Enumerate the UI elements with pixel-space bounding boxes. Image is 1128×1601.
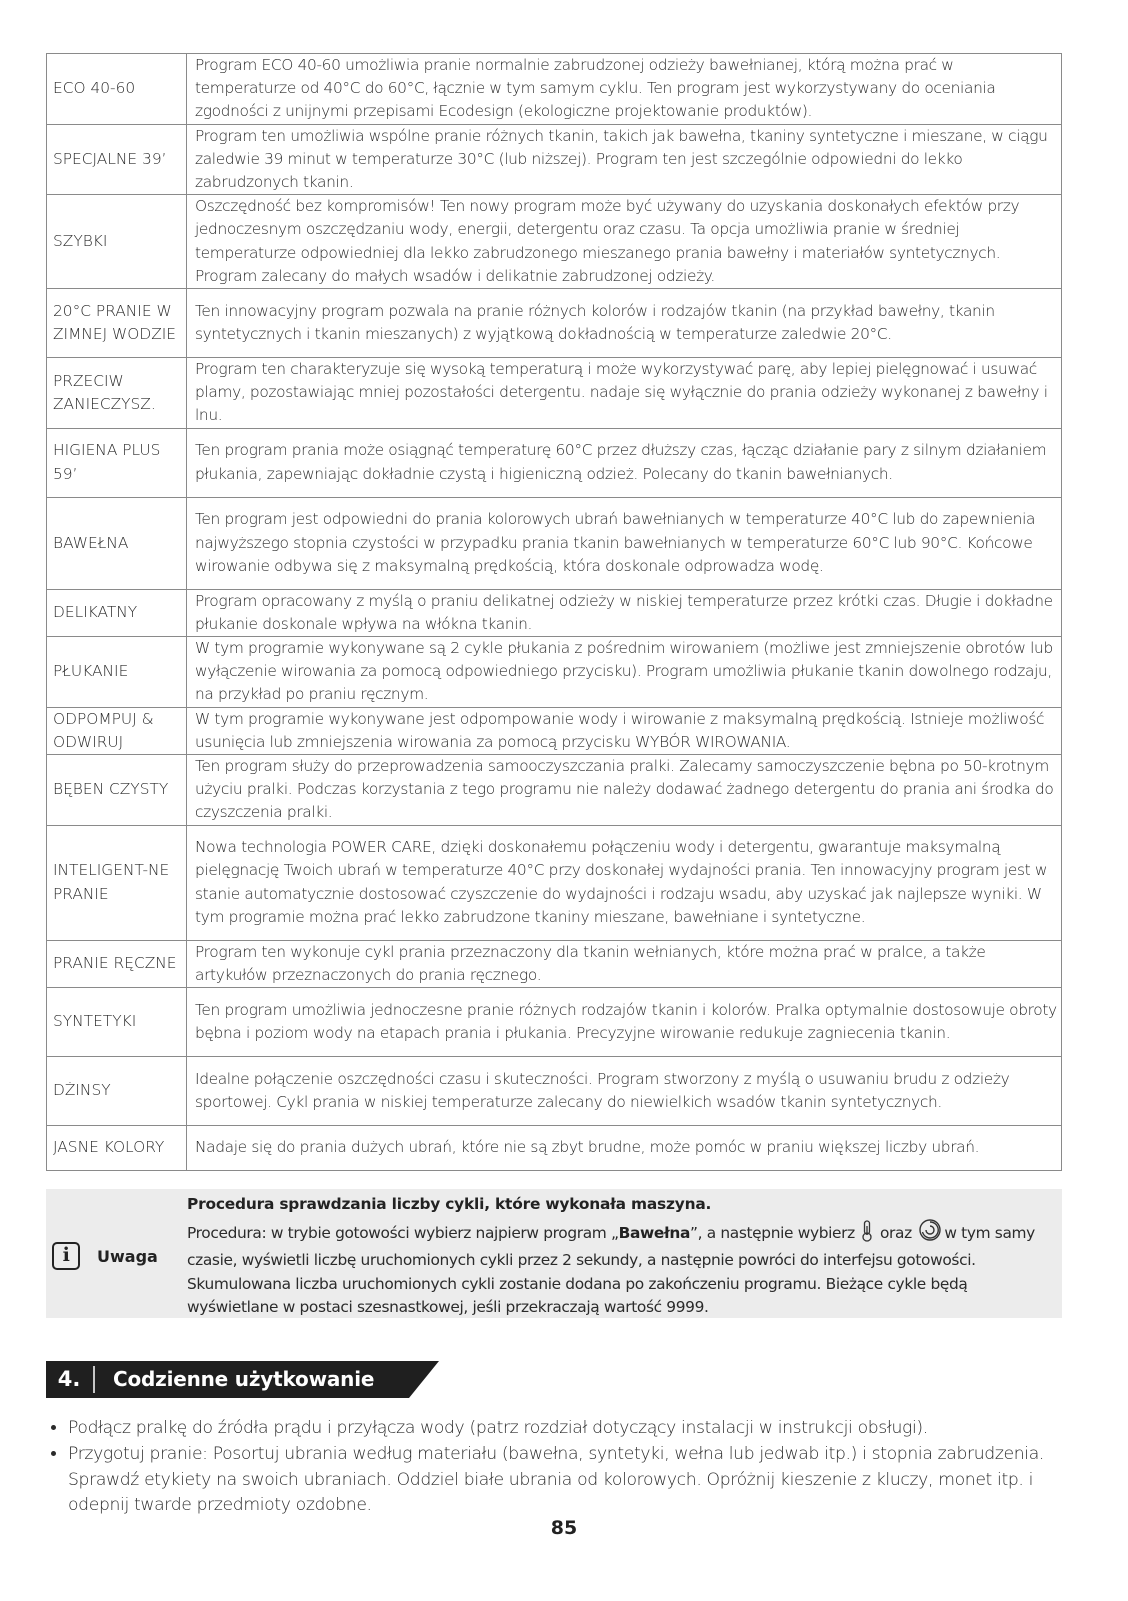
table-row [47,940,1062,987]
note-content [187,1193,1057,1319]
table-row [47,988,1062,1057]
program-description: W tym programie wykonywane są 2 cykle płukania z pośrednim wirowaniem (możliwe jest zmniejszenie obrotów lub wyłączenie wirowania za pomocą odpowiedniego przycisku). Program umożliwia płukanie tkanin dowolnego rodzaju, na przykład po praniu ręcznym. [187,637,1062,708]
table-row [47,707,1062,754]
program-name: BAWEŁNA [47,497,187,589]
program-description: Ten program prania może osiągnąć temperaturę 60°C przez dłuższy czas, łącząc działanie pary z silnym działaniem płukania, zapewniając dokładnie czystą i higieniczną odzież. Polecany do tkanin bawełnianych. [187,428,1062,497]
note-title: Procedura sprawdzania liczby cykli, które wykonała maszyna. [187,1195,712,1214]
program-description: Ten innowacyjny program pozwala na pranie różnych kolorów i rodzajów tkanin (na przykład bawełny, tkanin syntetycznych i tkanin mieszanych) z wyjątkową dokładnością w temperaturze zaledwie 20°C. [187,289,1062,358]
table-row [47,1126,1062,1171]
programs-table [46,53,1062,1171]
section-number: 4. [57,1367,81,1392]
program-description: Program ten wykonuje cykl prania przeznaczony dla tkanin wełnianych, które można prać w pralce, a także artykułów przeznaczonych do prania ręcznego. [187,940,1062,987]
section-title: Codzienne użytkowanie [113,1367,375,1392]
program-name: ECO 40-60 [47,54,187,125]
program-name: ODPOMPUJ & ODWIRUJ [47,707,187,754]
table-row [47,54,1062,125]
table-row [47,428,1062,497]
thermometer-icon [861,1220,873,1249]
section-header [46,1361,1062,1398]
program-name: SYNTETYKI [47,988,187,1057]
program-description: Nowa technologia POWER CARE, dzięki doskonałemu połączeniu wody i detergentu, gwarantuje maksymalną pielęgnację Twoich ubrań w temperaturze 40°C przy doskonałej wydajności prania. Ten innowacyjny program jest w stanie automatycznie dostosować czyszczenie do wydajności i rodzaju wsadu, aby uzyskać jak najlepsze wyniki. W tym programie można prać lekko zabrudzone tkaniny mieszane, bawełniane i syntetyczne. [187,825,1062,940]
program-description: W tym programie wykonywane jest odpompowanie wody i wirowanie z maksymalną prędkością. Istnieje możliwość usunięcia lub zmniejszenia wirowania za pomocą przycisku WYBÓR WIROWANIA. [187,707,1062,754]
program-description: Ten program służy do przeprowadzenia samooczyszczania pralki. Zalecamy samoczyszczenie bębna po 50-krotnym użyciu pralki. Podczas korzystania z tego programu nie należy dodawać żadnego detergentu do prania ani środka do czyszczenia pralki. [187,755,1062,826]
table-row [47,755,1062,826]
program-name: BĘBEN CZYSTY [47,755,187,826]
table-row [47,124,1062,195]
program-description: Ten program jest odpowiedni do prania kolorowych ubrań bawełnianych w temperaturze 40°C lub do zapewnienia najwyższego stopnia czystości w przypadku prania tkanin bawełnianych w temperaturze 60°C lub 90°C. Końcowe wirowanie odbywa się z maksymalną prędkością, która doskonale odprowadza wodę. [187,497,1062,589]
note-text-part: ”, a następnie wybierz [690,1224,855,1243]
list-item: • Przygotuj pranie: Posortuj ubrania według materiału (bawełna, syntetyki, wełna lub jedwab itp.) i stopnia zabrudzenia. Sprawdź etykiety na swoich ubraniach. Oddziel białe ubrania od kolorowych. Opróżnij kieszenie z kluczy, monet itp. i odepnij twarde przedmioty ozdobne. [68,1442,1062,1519]
table-row [47,1057,1062,1126]
table-row [47,637,1062,708]
program-description: Nadaje się do prania dużych ubrań, które nie są zbyt brudne, może pomóc w praniu większej liczby ubrań. [187,1126,1062,1171]
program-name: PRANIE RĘCZNE [47,940,187,987]
note-program-name: Bawełna [618,1224,690,1243]
program-name: DELIKATNY [47,589,187,636]
program-description: Oszczędność bez kompromisów! Ten nowy program może być używany do uzyskania doskonałych efektów przy jednoczesnym oszczędzaniu wody, energii, detergentu oraz czasu. Ta opcja umożliwia pranie w średniej temperaturze odpowiedniej dla lekko zabrudzonego mieszanego prania bawełny i materiałów syntetycznych. Program zalecany do małych wsadów i delikatnie zabrudzonej odzieży. [187,195,1062,289]
table-row [47,589,1062,636]
program-name: INTELIGENT-NE PRANIE [47,825,187,940]
program-name: SPECJALNE 39’ [47,124,187,195]
program-description: Program ten umożliwia wspólne pranie różnych tkanin, takich jak bawełna, tkaniny syntetyczne i mieszane, w ciągu zaledwie 39 minut w temperaturze 30°C (lub niższej). Program ten jest szczególnie odpowiedni do lekko zabrudzonych tkanin. [187,124,1062,195]
program-name: PRZECIW ZANIECZYSZ. [47,358,187,429]
program-name: PŁUKANIE [47,637,187,708]
table-row [47,289,1062,358]
program-description: Idealne połączenie oszczędności czasu i skuteczności. Program stworzony z myślą o usuwaniu brudu z odzieży sportowej. Cykl prania w niskiej temperaturze zalecany do niewielkich wsadów tkanin syntetycznych. [187,1057,1062,1126]
program-description: Program opracowany z myślą o praniu delikatnej odzieży w niskiej temperaturze przez krótki czas. Długie i dokładne płukanie doskonale wpływa na włókna tkanin. [187,589,1062,636]
program-name: HIGIENA PLUS 59’ [47,428,187,497]
spin-icon [918,1218,942,1249]
note-text-part: w tym samy czasie, wyświetli liczbę uruchomionych cykli przez 2 sekundy, a następnie powróci do interfejsu gotowości. Skumulowana liczba uruchomionych cykli zostanie dodana po zakończeniu programu. Bieżące cykle będą wyświetlane w postaci szesnastkowej, jeśli przekraczają wartość 9999. [187,1224,1035,1316]
table-row [47,825,1062,940]
note-box [46,1189,1062,1318]
page-content [46,53,1062,1519]
info-icon: i [52,1242,80,1270]
list-item: • Podłącz pralkę do źródła prądu i przyłącza wody (patrz rozdział dotyczący instalacji w instrukcji obsługi). [68,1416,1062,1442]
program-name: 20°C PRANIE W ZIMNEJ WODZIE [47,289,187,358]
program-description: Program ten charakteryzuje się wysoką temperaturą i może wykorzystywać parę, aby lepiej pielęgnować i usuwać plamy, pozostawiając mniej pozostałości detergentu. nadaje się wyłącznie do prania odzieży wykonanej z bawełny i lnu. [187,358,1062,429]
program-name: DŻINSY [47,1057,187,1126]
table-row [47,497,1062,589]
page-number: 85 [550,1517,578,1539]
table-row [47,195,1062,289]
table-row [47,358,1062,429]
note-text-part: Procedura: w trybie gotowości wybierz najpierw program „ [187,1224,619,1243]
program-name: SZYBKI [47,195,187,289]
instructions-list [46,1416,1062,1519]
program-description: Program ECO 40-60 umożliwia pranie normalnie zabrudzonej odzieży bawełnianej, którą można prać w temperaturze od 40°C do 60°C, łącznie w tym samym cyklu. Ten program jest wykorzystywany do oceniania zgodności z unijnymi przepisami Ecodesign (ekologiczne projektowanie produktów). [187,54,1062,125]
note-text-part: oraz [879,1224,912,1243]
program-name: JASNE KOLORY [47,1126,187,1171]
note-text [187,1218,1057,1319]
program-description: Ten program umożliwia jednoczesne pranie różnych rodzajów tkanin i kolorów. Pralka optymalnie dostosowuje obroty bębna i poziom wody na etapach prania i płukania. Precyzyjne wirowanie redukuje zagniecenia tkanin. [187,988,1062,1057]
note-label: Uwaga [97,1247,158,1267]
